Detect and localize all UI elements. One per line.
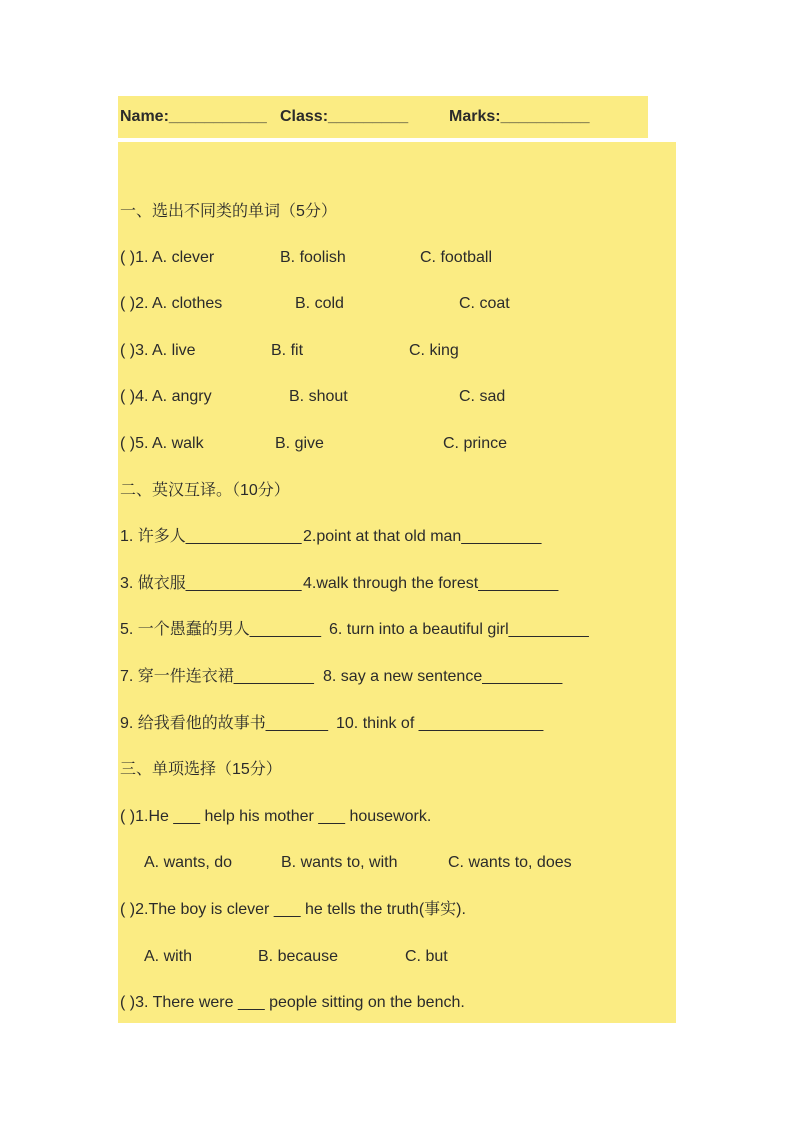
marks-field-label: Marks:__________ <box>449 108 590 125</box>
mc-question-1: ( )1.He ___ help his mother ___ housework. <box>120 808 432 825</box>
translation-item: 5. 一个愚蠢的男人________ <box>120 621 321 638</box>
translation-item: 2.point at that old man_________ <box>303 528 542 545</box>
option-c: C. coat <box>459 295 510 312</box>
option-c: C. football <box>420 249 493 266</box>
section3-title: 三、单项选择（15分） <box>120 761 282 778</box>
translation-item: 10. think of ______________ <box>336 715 544 732</box>
section1-title: 一、选出不同类的单词（5分） <box>120 203 337 220</box>
option-c: C. sad <box>459 388 506 405</box>
option-b: B. shout <box>289 388 348 405</box>
option-c: C. but <box>405 948 448 965</box>
mc-question-2: ( )2.The boy is clever ___ he tells the truth(事实). <box>120 901 466 918</box>
question-number: ( )3. A. live <box>120 342 196 359</box>
question-number: ( )5. A. walk <box>120 435 204 452</box>
option-b: B. because <box>258 948 339 965</box>
header-bar <box>118 96 648 138</box>
option-c: C. king <box>409 342 459 359</box>
option-b: B. cold <box>295 295 344 312</box>
option-c: C. prince <box>443 435 508 452</box>
option-b: B. give <box>275 435 324 452</box>
option-b: B. fit <box>271 342 304 359</box>
translation-item: 1. 许多人_____________ <box>120 528 302 545</box>
translation-item: 7. 穿一件连衣裙_________ <box>120 668 314 685</box>
translation-item: 8. say a new sentence_________ <box>323 668 563 685</box>
translation-item: 4.walk through the forest_________ <box>303 575 559 592</box>
question-number: ( )1. A. clever <box>120 249 215 266</box>
section2-title: 二、英汉互译。（10分） <box>120 482 290 499</box>
option-b: B. foolish <box>280 249 346 266</box>
translation-item: 3. 做衣服_____________ <box>120 575 302 592</box>
option-a: A. with <box>144 948 193 965</box>
option-b: B. wants to, with <box>281 854 398 871</box>
option-a: A. wants, do <box>144 854 233 871</box>
worksheet-body <box>118 142 676 1023</box>
mc-question-3: ( )3. There were ___ people sitting on the bench. <box>120 994 465 1011</box>
class-field-label: Class:_________ <box>280 108 409 125</box>
question-number: ( )4. A. angry <box>120 388 212 405</box>
question-number: ( )2. A. clothes <box>120 295 223 312</box>
name-field-label: Name:___________ <box>120 108 267 125</box>
translation-item: 6. turn into a beautiful girl_________ <box>329 621 589 638</box>
option-c: C. wants to, does <box>448 854 572 871</box>
translation-item: 9. 给我看他的故事书_______ <box>120 715 329 732</box>
